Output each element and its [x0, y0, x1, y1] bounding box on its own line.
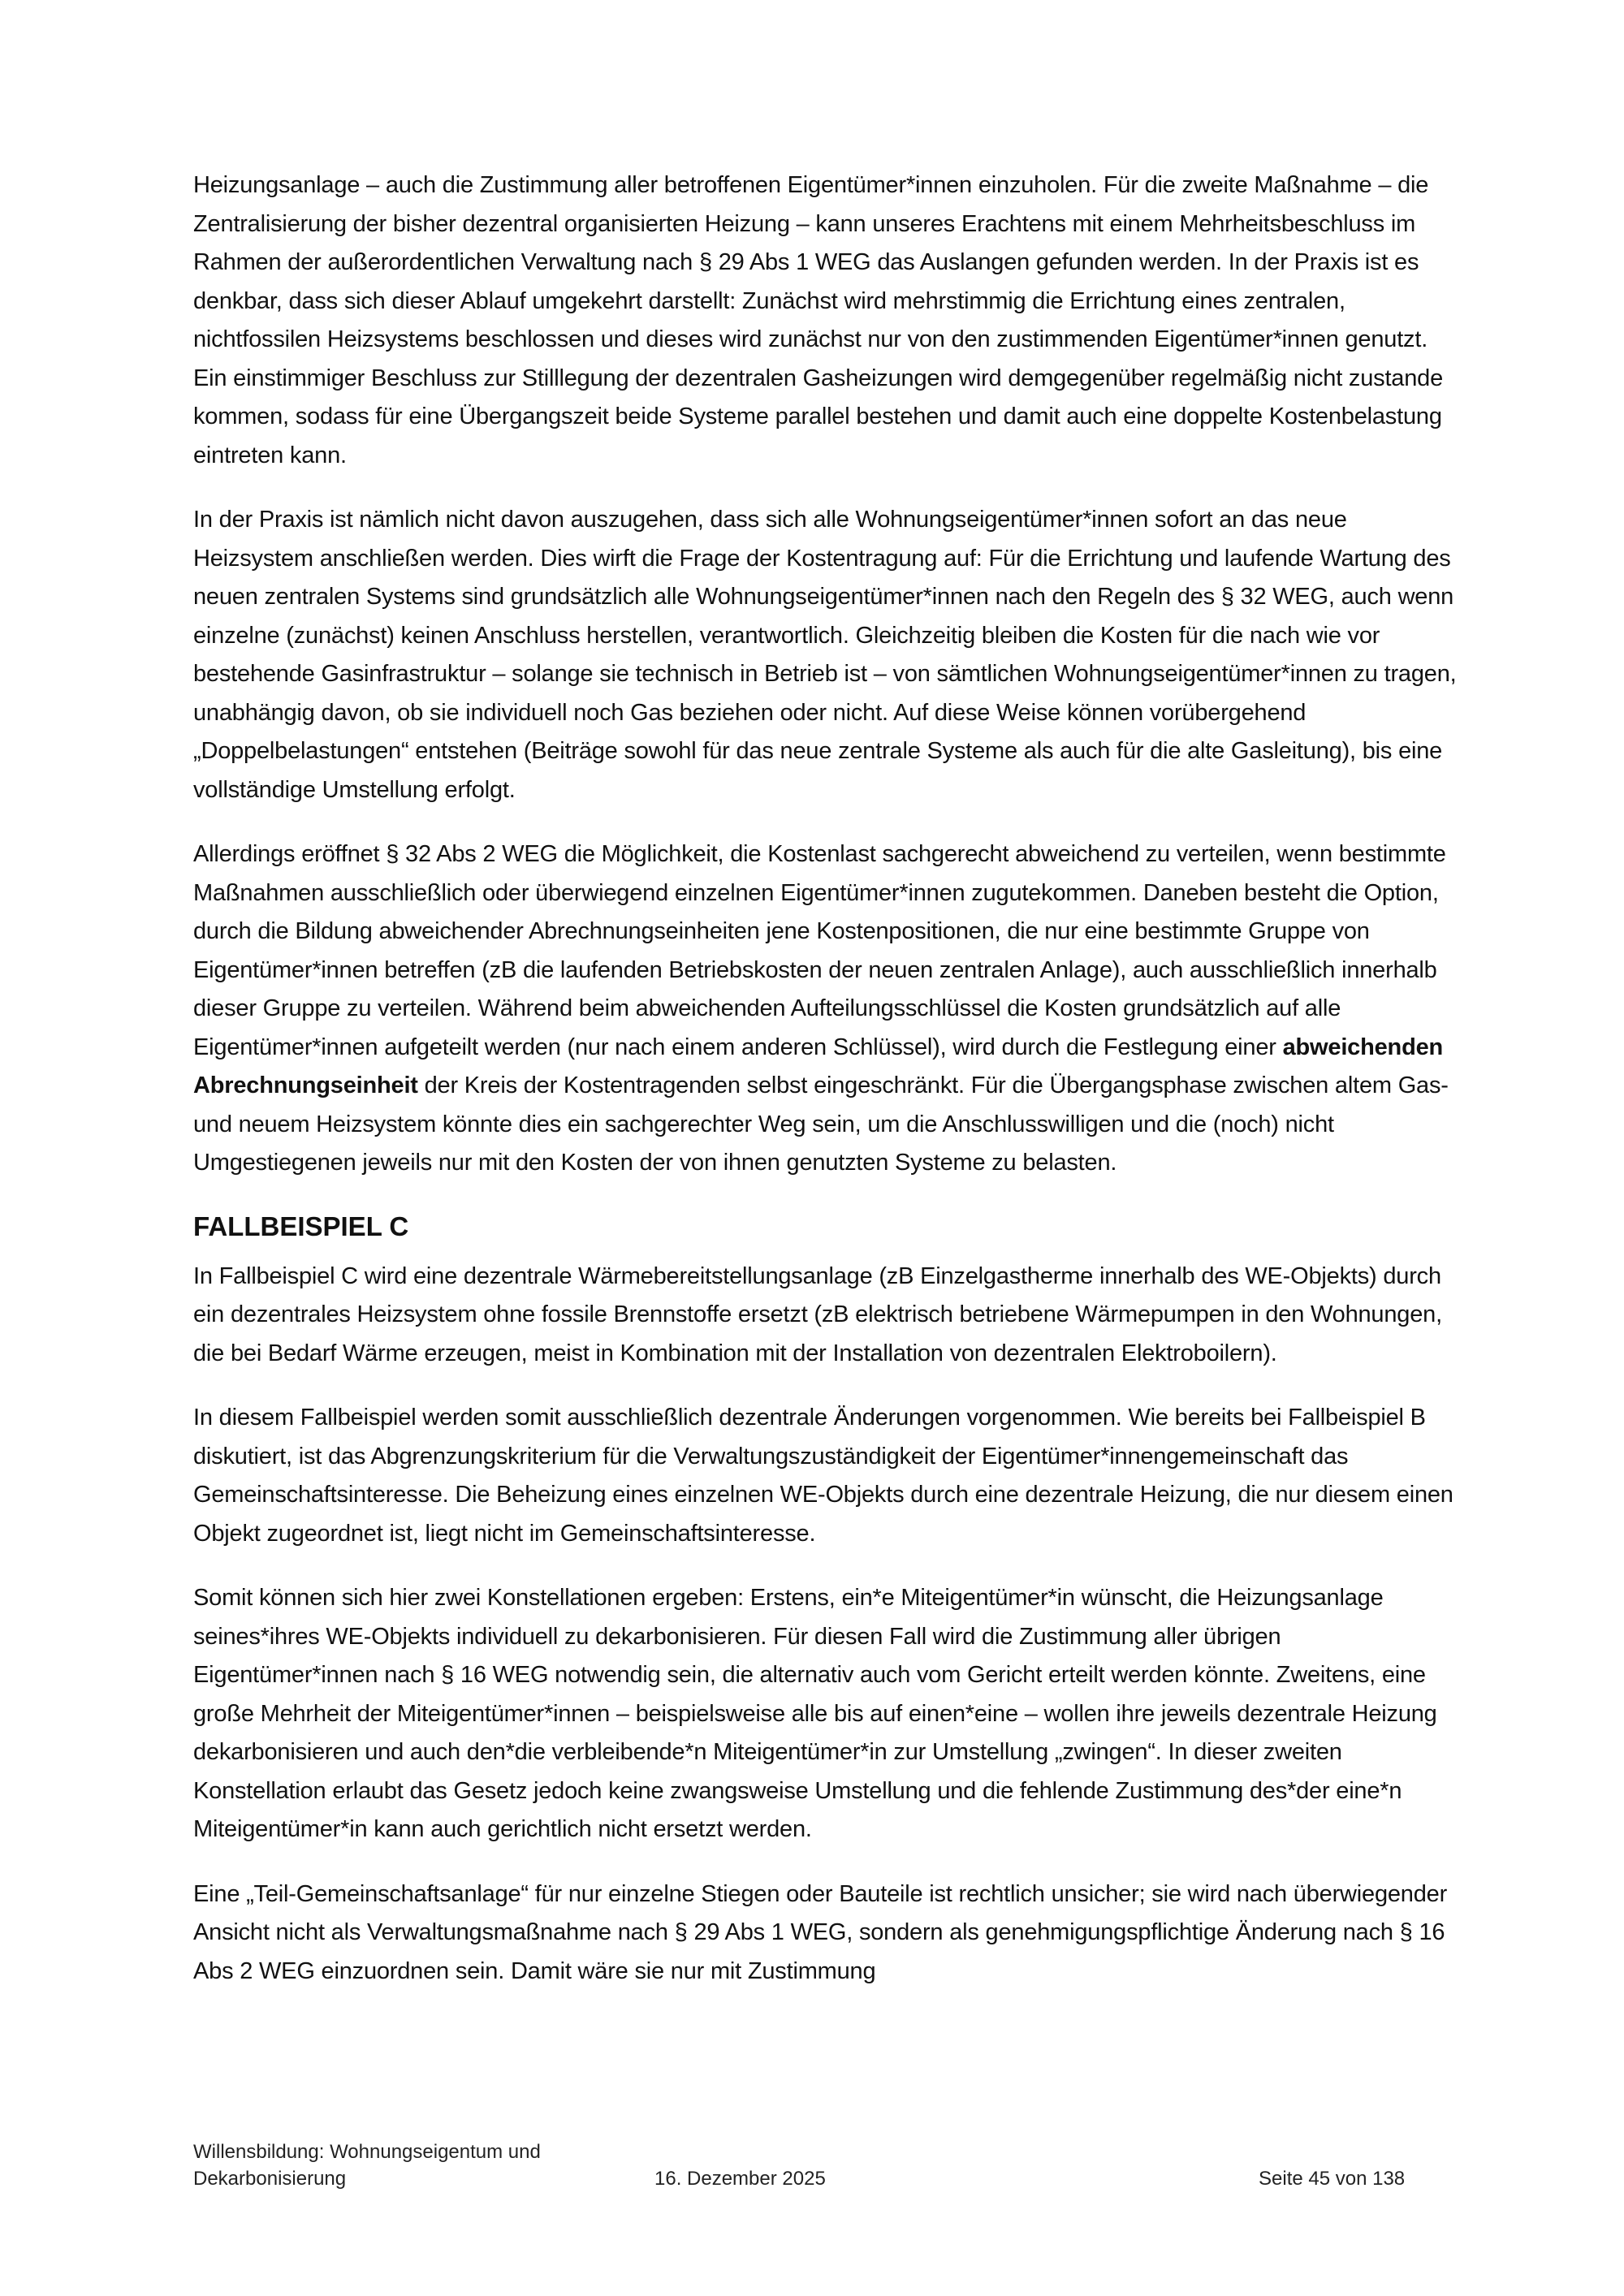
- paragraph-cost-allocation: [193, 835, 1460, 1183]
- paragraph: Heizungsanlage – auch die Zustimmung aller betroffenen Eigentümer*innen einzuholen. Für die zweite Maßnahme – die Zentralisierung der bisher dezentral organisierten Heizung – kann unseres Erachtens mit einem Mehrheitsbeschluss im Rahmen der außerordentlichen Verwaltung nach § 29 Abs 1 WEG das Auslangen gefunden werden. In der Praxis ist es denkbar, dass sich dieser Ablauf umgekehrt darstellt: Zunächst wird mehrstimmig die Errichtung eines zentralen, nichtfossilen Heizsystems beschlossen und dieses wird zunächst nur von den zustimmenden Eigentümer*innen genutzt. Ein einstimmiger Beschluss zur Stilllegung der dezentralen Gasheizungen wird demgegenüber regelmäßig nicht zustande kommen, sodass für eine Übergangszeit beide Systeme parallel bestehen und damit auch eine doppelte Kostenbelastung eintreten kann.: [193, 172, 1444, 468]
- paragraph-text: Allerdings eröffnet § 32 Abs 2 WEG die Möglichkeit, die Kostenlast sachgerecht abweichend zu verteilen, wenn bestimmte Maßnahmen ausschließlich oder überwiegend einzelnen Eigentümer*innen zugutekommen. Daneben besteht die Option, durch die Bildung abweichender Abrechnungseinheiten jene Kostenpositionen, die nur eine bestimmte Gruppe von Eigentümer*innen betreffen (zB die laufenden Betriebskosten der neuen zentralen Anlage), auch ausschließlich innerhalb dieser Gruppe zu verteilen. Während beim abweichenden Aufteilungsschlüssel die Kosten grundsätzlich auf alle Eigentümer*innen aufgeteilt werden (nur nach einem anderen Schlüssel), wird durch die Festlegung einer: [193, 841, 1446, 1060]
- paragraph-text: der Kreis der Kostentragenden selbst eingeschränkt. Für die Übergangsphase zwischen altem Gas- und neuem Heizsystem könnte dies ein sachgerechter Weg sein, um die Anschlusswilligen und die (noch) nicht Umgestiegenen jeweils nur mit den Kosten der von ihnen genutzten Systeme zu belasten.: [193, 1072, 1449, 1176]
- footer-document-title: [193, 2138, 648, 2192]
- emphasis-text: abweichenden Abrechnungseinheit: [193, 1034, 1444, 1098]
- footer-title-line: Willensbildung: Wohnungseigentum und: [193, 2141, 541, 2163]
- document-body: [193, 166, 1460, 2017]
- footer-page-number: Seite 45 von 138: [1259, 2168, 1406, 2190]
- paragraph: Somit können sich hier zwei Konstellationen ergeben: Erstens, ein*e Miteigentümer*in wünscht, die Heizungsanlage seines*ihres WE-Objekts individuell zu dekarbonisieren. Für diesen Fall wird die Zustimmung aller übrigen Eigentümer*innen nach § 16 WEG notwendig sein, die alternativ auch vom Gericht erteilt werden könnte. Zweitens, eine große Mehrheit der Miteigentümer*innen – beispielsweise alle bis auf einen*eine – wollen ihre jeweils dezentrale Heizung dekarbonisieren und auch den*die verbleibende*n Miteigentümer*in zur Umstellung „zwingen“. In dieser zweiten Konstellation erlaubt das Gesetz jedoch keine zwangsweise Umstellung und die fehlende Zustimmung des*der eine*n Miteigentümer*in kann auch gerichtlich nicht ersetzt werden.: [193, 1585, 1437, 1842]
- paragraph: In Fallbeispiel C wird eine dezentrale Wärmebereitstellungsanlage (zB Einzelgastherme innerhalb des WE-Objekts) durch ein dezentrales Heizsystem ohne fossile Brennstoffe ersetzt (zB elektrisch betriebene Wärmepumpen in den Wohnungen, die bei Bedarf Wärme erzeugen, meist in Kombination mit der Installation von dezentralen Elektroboilern).: [193, 1262, 1442, 1366]
- paragraph: In der Praxis ist nämlich nicht davon auszugehen, dass sich alle Wohnungseigentümer*innen sofort an das neue Heizsystem anschließen werden. Dies wirft die Frage der Kostentragung auf: Für die Errichtung und laufende Wartung des neuen zentralen Systems sind grundsätzlich alle Wohnungseigentümer*innen nach den Regeln des § 32 WEG, auch wenn einzelne (zunächst) keinen Anschluss herstellen, verantwortlich. Gleichzeitig bleiben die Kosten für die nach wie vor bestehende Gasinfrastruktur – solange sie technisch in Betrieb ist – von sämtlichen Wohnungseigentümer*innen zu tragen, unabhängig davon, ob sie individuell noch Gas beziehen oder nicht. Auf diese Weise können vorübergehend „Doppelbelastungen“ entstehen (Beiträge sowohl für das neue zentrale Systeme als auch für die alte Gasleitung), bis eine vollständige Umstellung erfolgt.: [193, 507, 1457, 803]
- paragraph: Eine „Teil-Gemeinschaftsanlage“ für nur einzelne Stiegen oder Bauteile ist rechtlich unsicher; sie wird nach überwiegender Ansicht nicht als Verwaltungsmaßnahme nach § 29 Abs 1 WEG, sondern als genehmigungspflichtige Änderung nach § 16 Abs 2 WEG einzuordnen sein. Damit wäre sie nur mit Zustimmung: [193, 1880, 1448, 1984]
- footer-date: 16. Dezember 2025: [654, 2168, 826, 2190]
- paragraph: In diesem Fallbeispiel werden somit ausschließlich dezentrale Änderungen vorgenommen. Wie bereits bei Fallbeispiel B diskutiert, ist das Abgrenzungskriterium für die Verwaltungszuständigkeit der Eigentümer*innengemeinschaft das Gemeinschaftsinteresse. Die Beheizung eines einzelnen WE-Objekts durch eine dezentrale Heizung, die nur diesem einen Objekt zugeordnet ist, liegt nicht im Gemeinschaftsinteresse.: [193, 1405, 1453, 1547]
- section-heading: FALLBEISPIEL C: [193, 1211, 409, 1241]
- footer-title-line: Dekarbonisierung: [193, 2168, 347, 2190]
